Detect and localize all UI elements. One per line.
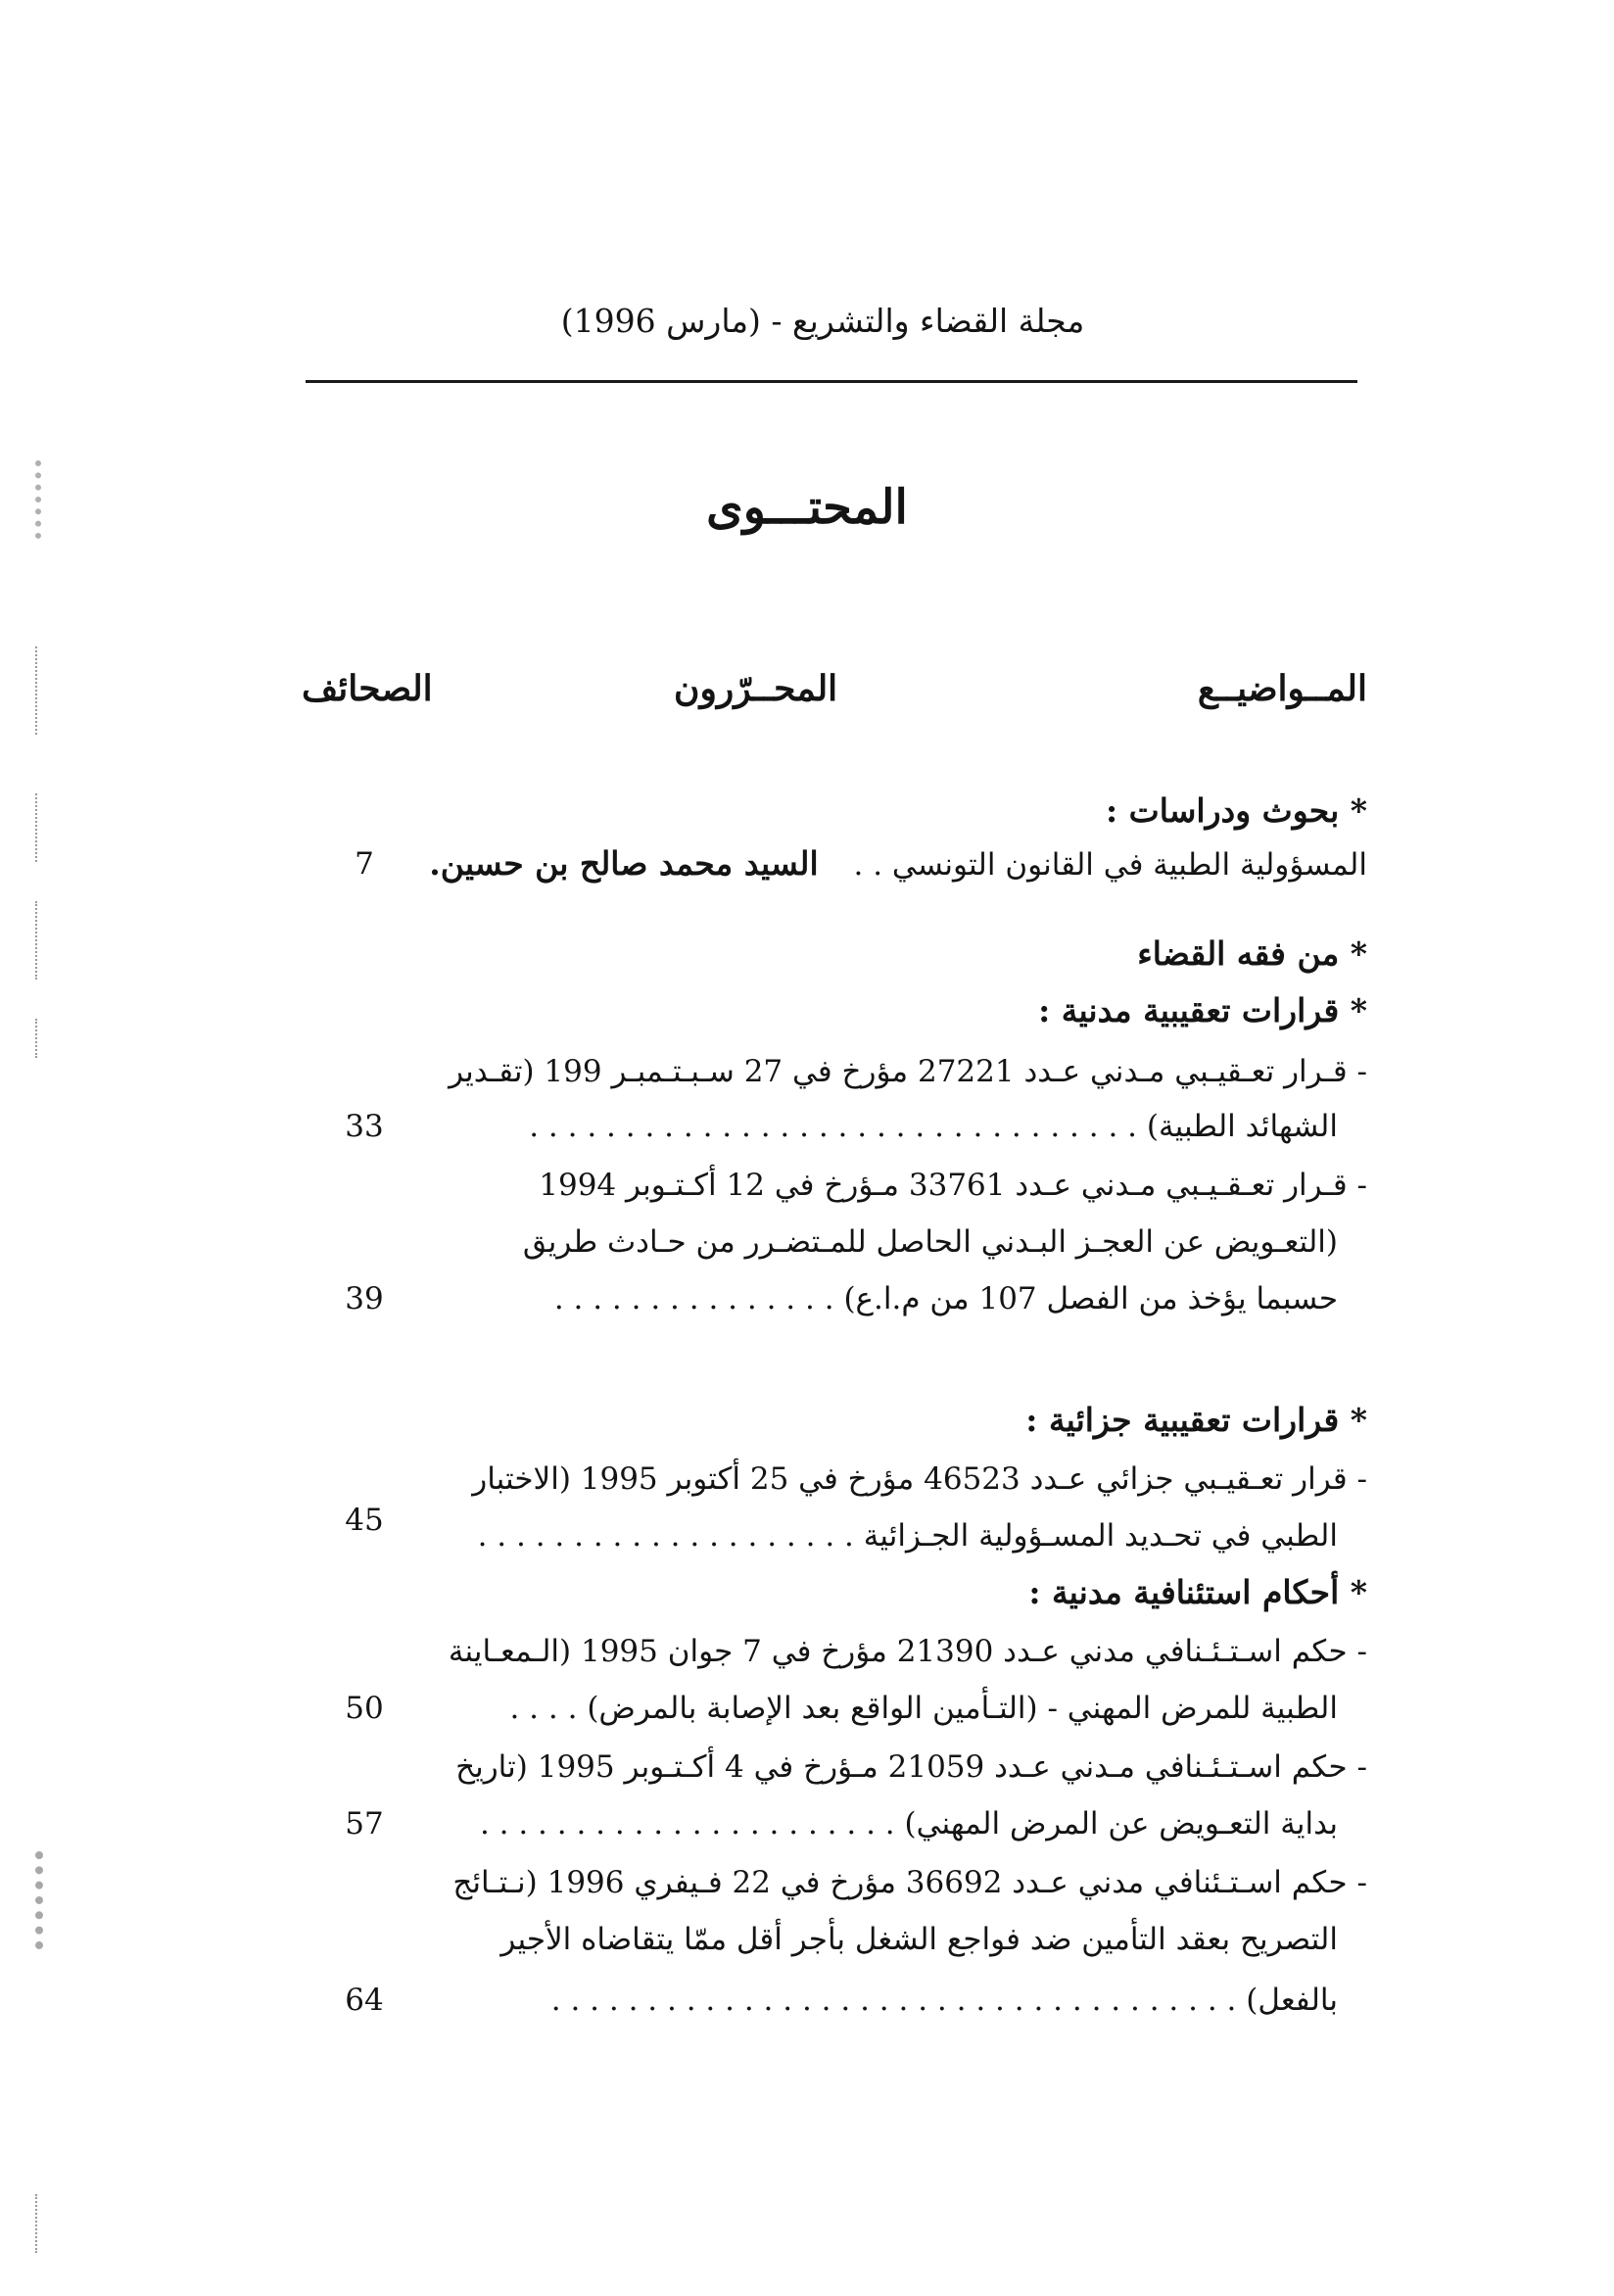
entry-title: بداية التعـويض عن المرض المهني) [904,1806,1338,1842]
leader-dots: . . . . . . . . . . . . . . . . . . . . . . . . . . . . . . . . [529,1109,1138,1144]
toc-entry-line: - حكم اسـتـئـنافي مدني عـدد 21390 مؤرخ في 7 جوان 1995 (الـمعـاينة [448,1634,1367,1669]
header-divider [306,380,1357,383]
section-heading: * بحوث ودراسات : [1105,791,1367,830]
toc-entry-line: - قرار تعـقيـبي جزائي عـدد 46523 مؤرخ في 25 أكتوبر 1995 (الاختبار [472,1461,1367,1497]
section-heading: * قرارات تعقيبية مدنية : [1038,991,1367,1029]
section-heading: * قرارات تعقيبية جزائية : [1025,1401,1367,1439]
scan-artifact [35,1019,43,1058]
toc-entry-line: - قـرار تعـقـيـبي مـدني عـدد 33761 مـؤرخ في 12 أكـتـوبر 1994 [539,1168,1367,1203]
page-number: 64 [345,1983,384,2018]
toc-entry-line [529,1105,1338,1148]
toc-entry-line: - حكم اسـتـئـنافي مـدني عـدد 21059 مـؤرخ في 4 أكـتـوبر 1995 (تاريخ [455,1749,1367,1785]
toc-entry-line [509,1687,1338,1730]
journal-header: مجلة القضاء والتشريع - (مارس 1996) [560,302,1085,340]
toc-entry-line [554,1277,1338,1320]
toc-entry-line: - حكم اسـتـئنافي مدني عـدد 36692 مؤرخ في 22 فـيفري 1996 (نـتـائج [452,1865,1367,1900]
section-heading: * أحكام استئنافية مدنية : [1028,1573,1367,1611]
column-header-topics: المــواضيــع [1197,668,1367,709]
column-header-editors: المحــرّرون [674,668,838,709]
scan-artifact [35,646,43,735]
page-number: 45 [345,1503,384,1538]
entry-author: السيد محمد صالح بن حسين. [429,844,819,883]
leader-dots: . . . . [509,1691,578,1726]
page-number: 39 [345,1281,384,1316]
scan-artifact [35,1851,49,1949]
entry-title: الطبية للمرض المهني - (التـأمين الواقع بعد الإصابة بالمرض) [587,1691,1338,1726]
entry-title: المسؤولية الطبية في القانون التونسي . . [853,847,1367,883]
leader-dots: . . . . . . . . . . . . . . . . . . . . . . . . . . . . . . . . . . . . [550,1983,1237,2018]
page-number: 7 [355,846,374,882]
entry-title: الطبي في تحـديد المسـؤولية الجـزائية [863,1518,1338,1554]
toc-entry-line [551,1979,1338,2022]
column-header-pages: الصحائف [302,668,433,709]
page-number: 57 [345,1806,384,1842]
scan-artifact [35,793,43,862]
page-number: 50 [345,1691,384,1726]
entry-title: حسبما يؤخذ من الفصل 107 من م.ا.ع) [843,1281,1338,1316]
page-title: المحتـــوى [706,480,908,535]
toc-entry-line: - قـرار تعـقيـبي مـدني عـدد 27221 مؤرخ في 27 سـبـتـمبـر 199 (تقـدير [449,1054,1367,1089]
toc-entry-line: (التعـويض عن العجـز البـدني الحاصل للمـتضـرر من حـادث طريق [522,1224,1338,1260]
page-number: 33 [345,1109,384,1144]
entry-title: بالفعل) [1246,1983,1338,2018]
entry-title: الشهائد الطبية) [1146,1109,1338,1144]
section-heading: * من فقه القضاء [1137,934,1367,973]
scan-artifact [35,2194,43,2253]
toc-entry-line [478,1514,1338,1557]
toc-entry-line: التصريح بعقد التأمين ضد فواجع الشغل بأجر أقل ممّا يتقاضاه الأجير [500,1922,1338,1957]
leader-dots: . . . . . . . . . . . . . . . . . . . . [477,1518,854,1554]
scan-artifact [35,460,47,539]
leader-dots: . . . . . . . . . . . . . . . . . . . . . . [479,1806,895,1842]
toc-entry [429,842,1367,886]
toc-entry-line [480,1802,1338,1845]
leader-dots: . . . . . . . . . . . . . . . [553,1281,834,1316]
scan-artifact [35,901,43,980]
